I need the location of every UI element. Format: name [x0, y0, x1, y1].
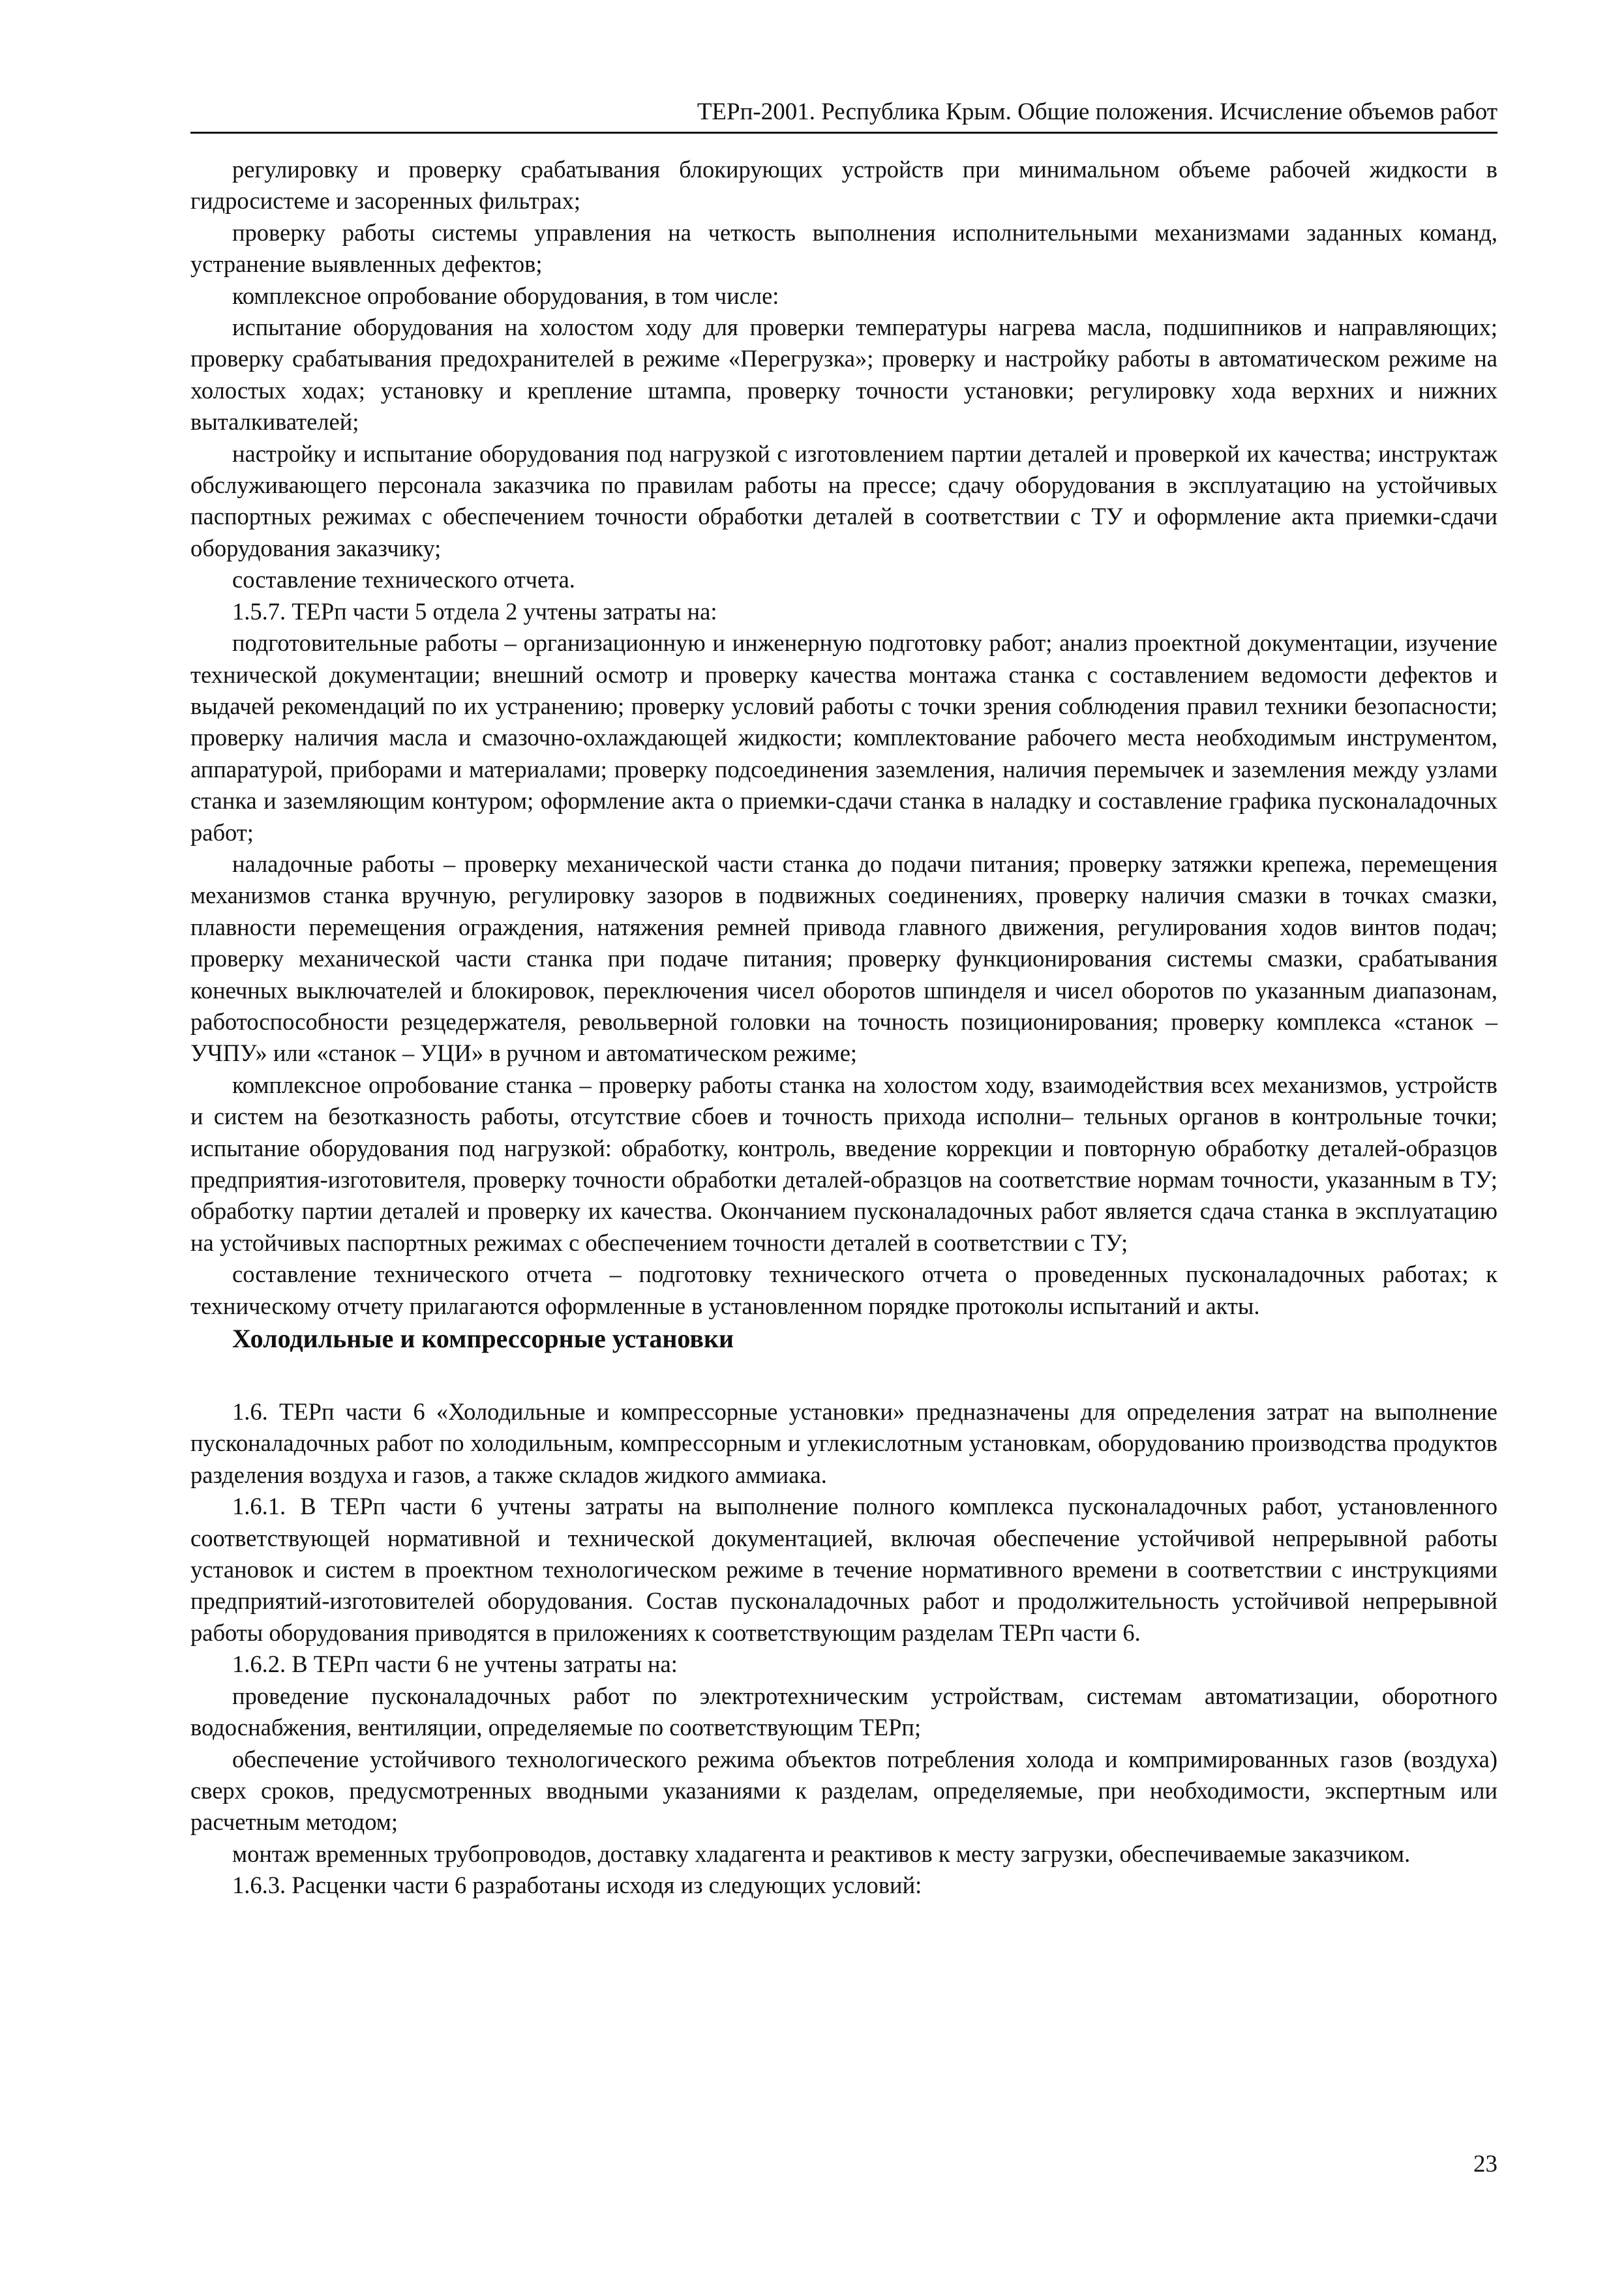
paragraph: комплексное опробование оборудования, в том числе:	[232, 282, 779, 309]
paragraph: составление технического отчета.	[232, 566, 575, 593]
paragraph: испытание оборудования на холостом ходу для проверки температуры нагрева масла, подшипников и направляющих; проверку срабатывания предохранителей в режиме «Перегрузка»; проверку и настройку работы в автоматическом режиме на холостых ходах; установку и крепление штампа, проверку точности установки; регулировку хода верхних и нижних выталкивателей;	[190, 314, 1497, 436]
section-heading: Холодильные и компрессорные установки	[232, 1324, 734, 1354]
running-header: ТЕРп-2001. Республика Крым. Общие положения. Исчисление объемов работ	[697, 98, 1497, 125]
paragraph: 1.6. ТЕРп части 6 «Холодильные и компрессорные установки» предназначены для определения затрат на выполнение пусконаладочных работ по холодильным, компрессорным и углекислотным установкам, оборудованию производства продуктов разделения воздуха и газов, а также складов жидкого аммиака.	[190, 1398, 1497, 1488]
paragraph: настройку и испытание оборудования под нагрузкой с изготовлением партии деталей и проверкой их качества; инструктаж обслуживающего персонала заказчика по правилам работы на прессе; сдачу оборудования в эксплуатацию на устойчивых паспортных режимах с обеспечением точности обработки деталей в соответствии с ТУ и оформление акта приемки-сдачи оборудования заказчику;	[190, 440, 1497, 561]
paragraph: регулировку и проверку срабатывания блокирующих устройств при минимальном объеме рабочей жидкости в гидросистеме и засоренных фильтрах;	[190, 156, 1497, 215]
paragraph: проверку работы системы управления на четкость выполнения исполнительными механизмами заданных команд, устранение выявленных дефектов;	[190, 218, 1497, 278]
paragraph: 1.6.2. В ТЕРп части 6 не учтены затраты на:	[232, 1651, 678, 1678]
paragraph: комплексное опробование станка – проверку работы станка на холостом ходу, взаимодействия всех механизмов, устройств и систем на безотказность работы, отсутствие сбоев и точность прихода исполни– тельных органов в контрольные точки; испытание оборудования под нагрузкой: обработку, контроль, введение коррекции и повторную обработку деталей-образцов предприятия-изготовителя, проверку точности обработки деталей-образцов на соответствие нормам точности, указанным в ТУ; обработку партии деталей и проверку их качества. Окончанием пусконаладочных работ является сдача станка в эксплуатацию на устойчивых паспортных режимах с обеспечением точности деталей в соответствии с ТУ;	[190, 1071, 1497, 1256]
section-spacer	[190, 1356, 1497, 1396]
page-number: 23	[1473, 2151, 1497, 2177]
paragraph: подготовительные работы – организационную и инженерную подготовку работ; анализ проектной документации, изучение технической документации; внешний осмотр и проверку качества монтажа станка с составлением ведомости дефектов и выдачей рекомендаций по их устранению; проверку условий работы с точки зрения соблюдения правил техники безопасности; проверку наличия масла и смазочно-охлаждающей жидкости; комплектование рабочего места необходимым инструментом, аппаратурой, приборами и материалами; проверку подсоединения заземления, наличия перемычек и заземления между узлами станка и заземляющим контуром; оформление акта о приемки-сдачи станка в наладку и составление графика пусконаладочных работ;	[190, 629, 1497, 846]
paragraph: обеспечение устойчивого технологического режима объектов потребления холода и компримированных газов (воздуха) сверх сроков, предусмотренных вводными указаниями к разделам, определяемые, при необходимости, экспертным или расчетным методом;	[190, 1745, 1497, 1836]
paragraph: 1.5.7. ТЕРп части 5 отдела 2 учтены затраты на:	[232, 597, 717, 625]
paragraph: составление технического отчета – подготовку технического отчета о проведенных пусконаладочных работах; к техническому отчету прилагаются оформленные в установленном порядке протоколы испытаний и акты.	[190, 1261, 1497, 1319]
paragraph: монтаж временных трубопроводов, доставку хладагента и реактивов к месту загрузки, обеспечиваемые заказчиком.	[232, 1840, 1411, 1867]
paragraph: 1.6.1. В ТЕРп части 6 учтены затраты на выполнение полного комплекса пусконаладочных работ, установленного соответствующей нормативной и технической документацией, включая обеспечение устойчивой непрерывной работы установок и систем в проектном технологическом режиме в течение нормативного времени в соответствии с инструкциями предприятий-изготовителей оборудования. Состав пусконаладочных работ и продолжительность устойчивой непрерывной работы оборудования приводятся в приложениях к соответствующим разделам ТЕРп части 6.	[190, 1493, 1497, 1646]
header-divider	[190, 132, 1497, 134]
paragraph: наладочные работы – проверку механической части станка до подачи питания; проверку затяжки крепежа, перемещения механизмов станка вручную, регулировку зазоров в подвижных соединениях, проверку наличия смазки в точках смазки, плавности перемещения ограждения, натяжения ремней привода главного движения, регулирования ходов винтов подач; проверку механической части станка при подаче питания; проверку функционирования системы смазки, срабатывания конечных выключателей и блокировок, переключения чисел оборотов шпинделя и чисел оборотов по указанным диапазонам, работоспособности резцедержателя, револьверной головки на точность позиционирования; проверку комплекса «станок – УЧПУ» или «станок – УЦИ» в ручном и автоматическом режиме;	[190, 850, 1497, 1067]
document-body	[190, 154, 1497, 1902]
paragraph: проведение пусконаладочных работ по электротехническим устройствам, системам автоматизации, оборотного водоснабжения, вентиляции, определяемые по соответствующим ТЕРп;	[190, 1682, 1497, 1741]
paragraph: 1.6.3. Расценки части 6 разработаны исходя из следующих условий:	[232, 1872, 922, 1899]
